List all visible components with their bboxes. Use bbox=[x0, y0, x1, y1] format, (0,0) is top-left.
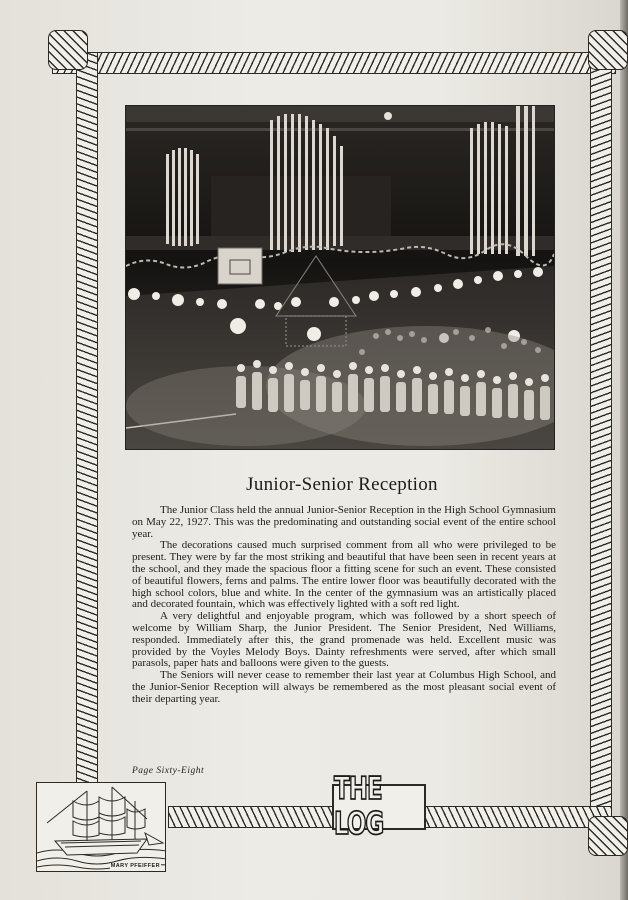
gymnasium-photo-illustration bbox=[126, 106, 554, 449]
ship-drawing bbox=[37, 783, 166, 872]
paragraph: A very delightful and enjoyable program, which was followed by a short speech of welcome by William Sharp, the Junior President. The Senior President, Ned Williams, responded. Immediately after this, the grand promenade was held. Excellent music was provided by the Voyles Melody Boys. Dainty refreshments were served, after which small parasols, paper hats and balloons were given to the guests. bbox=[132, 610, 556, 670]
reception-photo bbox=[125, 105, 555, 450]
border-corner-top-right bbox=[588, 30, 628, 70]
border-top bbox=[52, 52, 616, 74]
article-title: Junior-Senior Reception bbox=[246, 474, 438, 495]
paragraph: The Seniors will never cease to remember their last year at Columbus High School, and the Junior-Senior Reception will always be remembered as the most pleasant social event of their departing year. bbox=[132, 669, 556, 705]
paragraph: The decorations caused much surprised comment from all who were privileged to be present. They were by far the most striking and beautiful that have been seen in recent years at the school, and they made the spacious floor a fitting scene for such an event. These consisted of beautiful flowers, ferns and palms. The entire lower floor was beautifully decorated with the high school colors, blue and white. In the center of the gymnasium was an artistically placed and decorated fountain, which was effectively lighted with a soft red light. bbox=[132, 539, 556, 611]
border-left bbox=[76, 52, 98, 792]
page-number: Page Sixty-Eight bbox=[132, 766, 205, 776]
sailing-ship-icon bbox=[36, 782, 166, 872]
page-binding-shadow bbox=[620, 0, 628, 900]
border-right bbox=[590, 52, 612, 836]
logo-text: THE LOG bbox=[334, 771, 384, 843]
artist-signature: MARY PFEIFFER bbox=[110, 863, 160, 869]
article-body bbox=[132, 505, 556, 706]
paragraph: The Junior Class held the annual Junior-Senior Reception in the High School Gymnasium on May 22, 1927. This was the predominating and outstanding social event of the entire school year. bbox=[132, 504, 556, 540]
border-corner-top-left bbox=[48, 30, 88, 70]
border-corner-bottom-right bbox=[588, 816, 628, 856]
the-log-logo bbox=[332, 771, 426, 843]
